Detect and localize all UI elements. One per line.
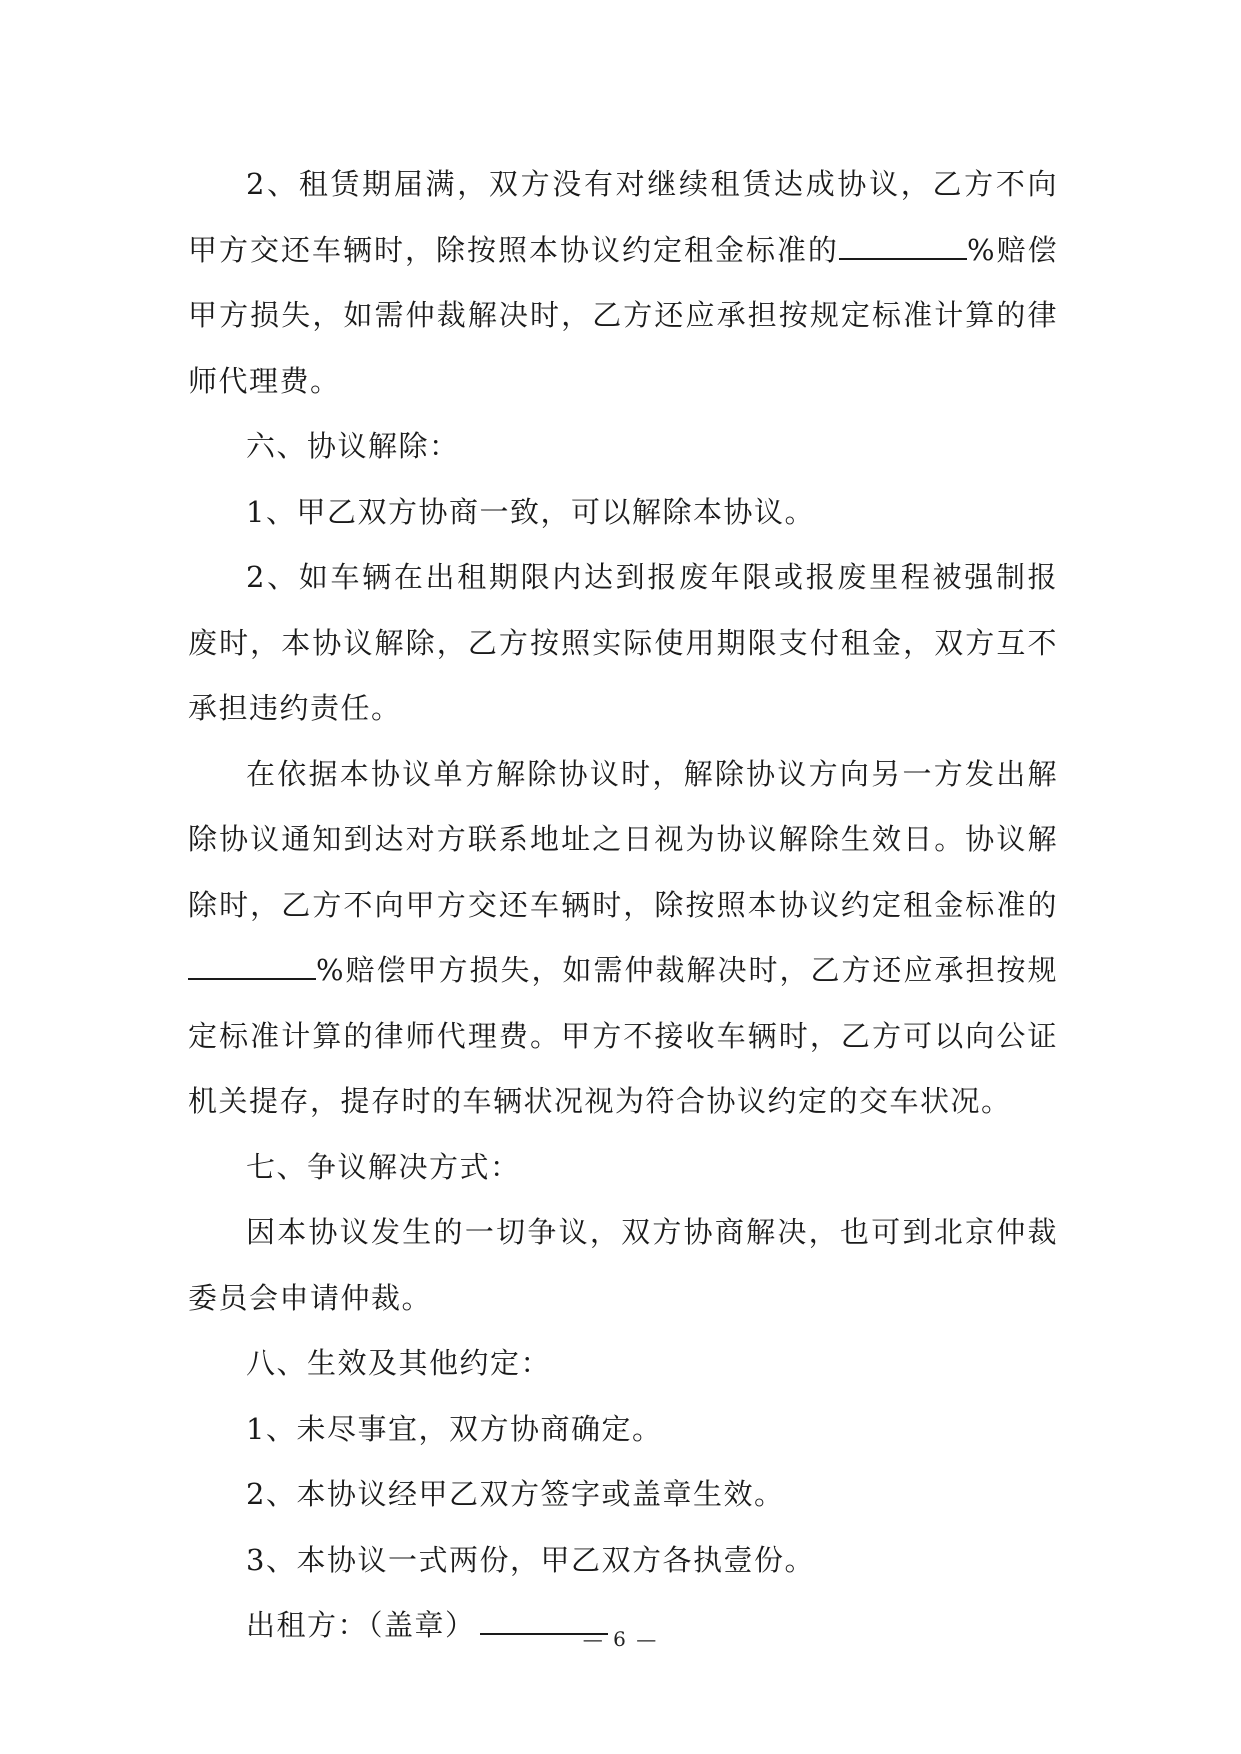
clause-6-2: 2、如车辆在出租期限内达到报废年限或报废里程被强制报废时，本协议解除，乙方按照实际使用期限支付租金，双方互不承担违约责任。 [188,560,1058,725]
clause-8-2: 2、本协议经甲乙双方签字或盖章生效。 [246,1477,785,1511]
document-body [188,152,1058,1659]
clause-7: 因本协议发生的一切争议，双方协商解决，也可到北京仲裁委员会申请仲裁。 [188,1215,1058,1315]
clause-5-2-text-after: %赔偿甲方损失，如需仲裁解决时，乙方还应承担按规定标准计算的律师代理费。 [188,232,1058,398]
clause-6-1: 1、甲乙双方协商一致，可以解除本协议。 [246,494,815,529]
clause-5-2-text-before: 2、租赁期届满，双方没有对继续租赁达成协议，乙方不向甲方交还车辆时，除按照本协议约定租金标准的 [188,167,1058,267]
lessor-signature-label: 出租方：（盖章） [246,1608,476,1642]
clause-6-unilateral [188,742,1058,1135]
clause-8-1: 1、未尽事宜，双方协商确定。 [246,1411,663,1446]
clause-6-unilateral-text-after: %赔偿甲方损失，如需仲裁解决时，乙方还应承担按规定标准计算的律师代理费。甲方不接收车辆时，乙方可以向公证机关提存，提存时的车辆状况视为符合协议约定的交车状况。 [188,953,1058,1118]
clause-6-unilateral-text-before: 在依据本协议单方解除协议时，解除协议方向另一方发出解除协议通知到达对方联系地址之日视为协议解除生效日。协议解除时，乙方不向甲方交还车辆时，除按照本协议约定租金标准的 [188,756,1058,922]
section-8-heading: 八、生效及其他约定： [246,1346,552,1380]
page-number: — 6 — [582,1627,659,1651]
clause-8-3: 3、本协议一式两份，甲乙双方各执壹份。 [246,1542,815,1577]
section-6-heading: 六、协议解除： [246,429,460,463]
termination-penalty-percent-blank[interactable] [188,954,316,980]
clause-5-2 [188,152,1058,414]
section-7-heading: 七、争议解决方式： [246,1149,521,1184]
penalty-percent-blank[interactable] [839,234,967,260]
